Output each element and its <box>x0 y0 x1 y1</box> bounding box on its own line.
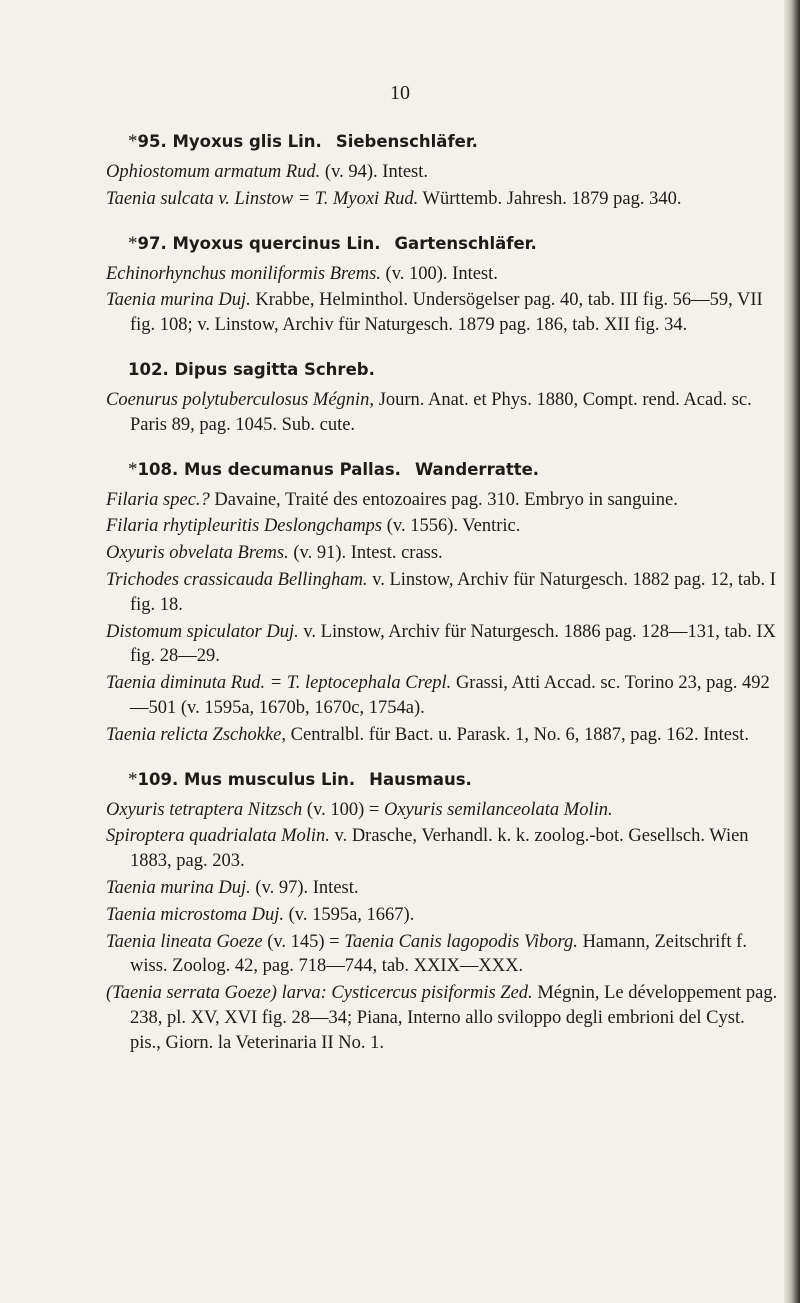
entry-reference: (v. 145) = <box>262 931 345 952</box>
parasite-entry <box>106 798 778 823</box>
common-name: Hausmaus. <box>369 769 472 789</box>
parasite-name: Filaria spec.? <box>106 489 210 510</box>
parasite-entry <box>106 187 778 212</box>
parasite-name: Taenia diminuta Rud. = T. leptocephala Crepl. <box>106 673 452 694</box>
section-heading <box>128 458 778 482</box>
asterisk-mark: * <box>128 131 138 152</box>
parasite-entry <box>106 930 778 980</box>
section-number: 102. <box>128 359 169 379</box>
page-content <box>106 130 778 1056</box>
parasite-entry <box>106 262 778 287</box>
entry-reference: Mégnin, Le développement pag. 238, pl. XV, XVI fig. 28—34; Piana, Interno allo sviloppo degli embrioni del Cyst. pis., Giorn. la Veterinaria II No. 1. <box>130 983 778 1053</box>
section-heading <box>128 130 778 154</box>
parasite-name: Taenia microstoma Duj. <box>106 904 284 925</box>
parasite-name: Oxyuris tetraptera Nitzsch <box>106 799 303 820</box>
entry-reference: (v. 100). Intest. <box>380 263 498 284</box>
parasite-name: Distomum spiculator Duj. <box>106 621 299 642</box>
common-name: Wanderratte. <box>414 459 540 479</box>
host-species: Myoxus glis Lin. <box>172 132 322 151</box>
entry-reference: Württemb. Jahresh. 1879 pag. 340. <box>418 188 682 209</box>
parasite-entry <box>106 488 778 513</box>
synonym-name: Taenia Canis lagopodis Viborg. <box>344 931 578 952</box>
asterisk-mark: * <box>128 232 138 254</box>
entry-reference: (v. 1556). Ventric. <box>382 516 521 537</box>
entry-reference: Grassi, Atti Accad. sc. Torino 23, pag. 492—501 (v. 1595a, 1670b, 1670c, 1754a). <box>130 673 770 718</box>
page-number: 10 <box>390 82 410 104</box>
entry-reference: (v. 100) = <box>302 799 384 820</box>
entry-reference: v. Drasche, Verhandl. k. k. zoolog.-bot. Gesellsch. Wien 1883, pag. 203. <box>130 826 749 872</box>
section-heading <box>128 358 778 382</box>
section-heading <box>128 768 778 792</box>
parasite-entry <box>106 903 778 928</box>
parasite-name: Taenia murina Duj. <box>106 877 251 898</box>
parasite-entry <box>106 671 778 721</box>
asterisk-mark: * <box>128 768 138 790</box>
entry-reference: Centralbl. für Bact. u. Parask. 1, No. 6, 1887, pag. 162. Intest. <box>286 724 749 745</box>
parasite-name: (Taenia serrata Goeze) larva: Cysticercus pisiformis Zed. <box>106 983 533 1004</box>
host-species: Mus decumanus Pallas. <box>183 459 401 479</box>
parasite-entry <box>106 723 778 748</box>
parasite-name: Taenia murina Duj. <box>106 290 251 311</box>
parasite-entry <box>106 160 778 185</box>
asterisk-mark: * <box>128 458 138 480</box>
synonym-name: Oxyuris semilanceolata Molin. <box>383 799 613 820</box>
section-number: 95. <box>137 132 167 151</box>
section-number: 108. <box>137 459 179 479</box>
parasite-name: Taenia lineata Goeze <box>106 931 263 952</box>
entry-reference: v. Linstow, Archiv für Naturgesch. 1882 pag. 12, tab. I fig. 18. <box>130 569 776 615</box>
section-number: 97. <box>137 233 167 253</box>
parasite-name: Filaria rhytipleuritis Deslongchamps <box>106 516 383 537</box>
parasite-name: Spiroptera quadrialata Molin. <box>106 826 330 847</box>
common-name: Gartenschläfer. <box>394 233 537 253</box>
entry-reference: Journ. Anat. et Phys. 1880, Compt. rend. Acad. sc. Paris 89, pag. 1045. Sub. cute. <box>130 389 752 435</box>
parasite-name: Taenia relicta Zschokke, <box>106 724 287 745</box>
entry-reference: (v. 91). Intest. crass. <box>288 543 443 564</box>
parasite-entry <box>106 568 778 618</box>
entry-reference: (v. 97). Intest. <box>250 877 359 898</box>
parasite-name: Echinorhynchus moniliformis Brems. <box>106 263 381 284</box>
parasite-name: Coenurus polytuberculosus Mégnin, <box>106 389 375 410</box>
parasite-entry <box>106 620 778 670</box>
parasite-name: Oxyuris obvelata Brems. <box>106 543 289 564</box>
entry-reference: (v. 1595a, 1667). <box>284 904 415 925</box>
common-name: Siebenschläfer. <box>335 132 478 151</box>
book-binding-edge <box>784 0 800 1303</box>
parasite-entry <box>106 388 778 438</box>
parasite-entry <box>106 876 778 901</box>
host-species: Myoxus quercinus Lin. <box>172 233 381 253</box>
parasite-entry <box>106 981 778 1055</box>
parasite-entry <box>106 514 778 539</box>
section-heading <box>128 232 778 256</box>
parasite-entry <box>106 288 778 338</box>
section-number: 109. <box>137 769 179 789</box>
entry-reference: Krabbe, Helminthol. Undersögelser pag. 40, tab. III fig. 56—59, VII fig. 108; v. Linstow, Archiv für Naturgesch. 1879 pag. 186, tab. XII fig. 34. <box>130 290 763 336</box>
parasite-name: Ophiostomum armatum Rud. <box>106 162 321 182</box>
entry-reference: v. Linstow, Archiv für Naturgesch. 1886 pag. 128—131, tab. IX fig. 28—29. <box>130 621 776 667</box>
parasite-entry <box>106 824 778 874</box>
parasite-entry <box>106 541 778 566</box>
entry-reference: Hamann, Zeitschrift f. wiss. Zoolog. 42, pag. 718—744, tab. XXIX—XXX. <box>130 931 747 977</box>
entry-reference: (v. 94). Intest. <box>320 162 429 182</box>
entry-reference: Davaine, Traité des entozoaires pag. 310. Embryo in sanguine. <box>209 489 678 510</box>
parasite-name: Taenia sulcata v. Linstow = T. Myoxi Rud. <box>106 188 419 209</box>
host-species: Dipus sagitta Schreb. <box>174 359 375 379</box>
parasite-name: Trichodes crassicauda Bellingham. <box>106 569 368 590</box>
host-species: Mus musculus Lin. <box>183 769 356 789</box>
